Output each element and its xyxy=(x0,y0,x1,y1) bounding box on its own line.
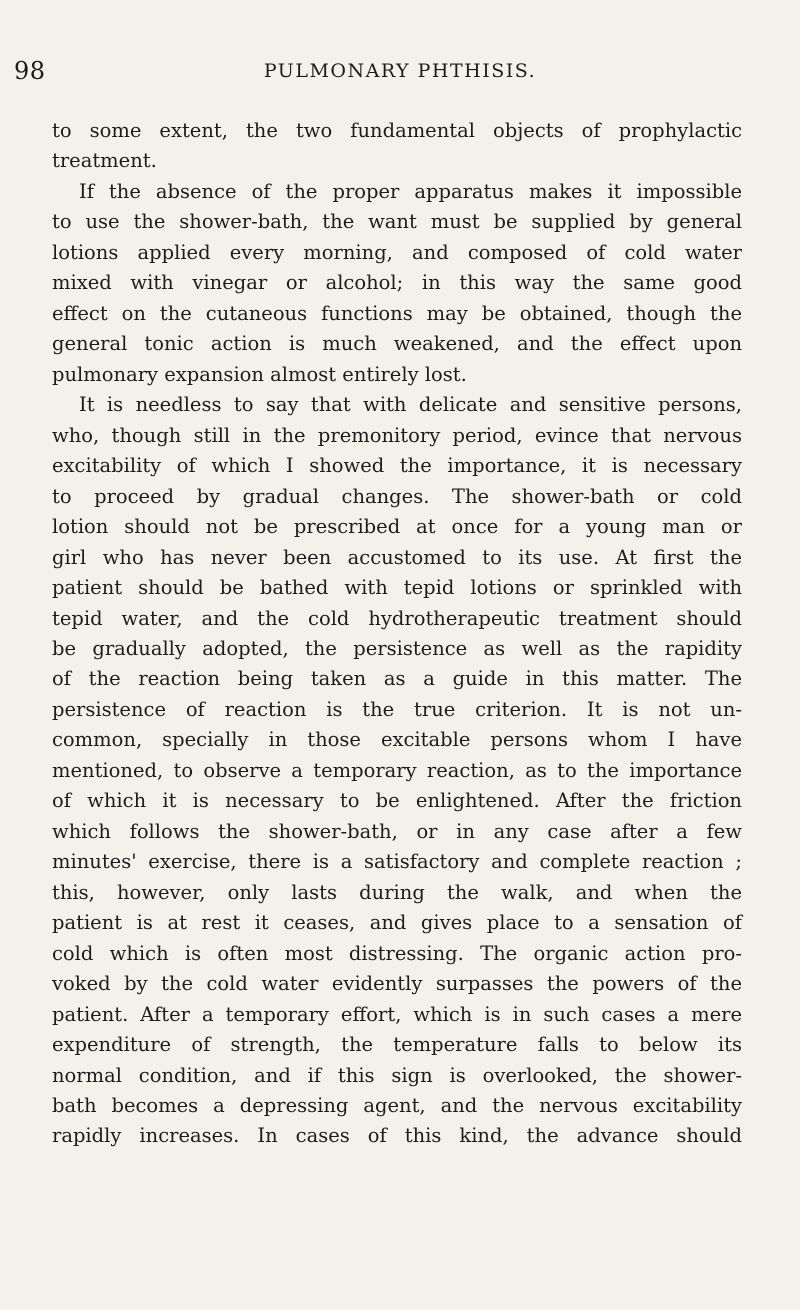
text-line: to some extent, the two fundamental objects of prophylactic xyxy=(52,119,742,142)
text-line: If the absence of the proper apparatus makes it impossible xyxy=(79,179,742,203)
text-line: which follows the shower-bath, or in any case after a few xyxy=(52,819,742,843)
text-line: expenditure of strength, the temperature falls to below its xyxy=(52,1033,742,1057)
text-line: excitability of which I showed the importance, it is necessary xyxy=(52,454,742,478)
text-line: rapidly increases. In cases of this kind, the advance should xyxy=(52,1124,742,1148)
text-line: mixed with vinegar or alcohol; in this way the same good xyxy=(52,271,742,295)
text-line: tepid water, and the cold hydrotherapeutic treatment should xyxy=(52,606,742,630)
running-title: PULMONARY PHTHISIS. xyxy=(263,60,537,82)
text-line: mentioned, to observe a temporary reaction, as to the importance xyxy=(52,758,742,782)
text-line: voked by the cold water evidently surpasses the powers of the xyxy=(52,972,742,996)
text-line: of which it is necessary to be enlightened. After the friction xyxy=(52,789,742,813)
body-text xyxy=(52,116,742,1152)
text-line: lotion should not be prescribed at once for a young man or xyxy=(52,515,742,539)
text-line: persistence of reaction is the true criterion. It is not un- xyxy=(52,697,742,721)
page-number: 98 xyxy=(14,57,46,85)
text-line: bath becomes a depressing agent, and the nervous excitability xyxy=(52,1094,742,1117)
text-line: pulmonary expansion almost entirely lost. xyxy=(52,362,467,386)
text-line: who, though still in the premonitory period, evince that nervous xyxy=(52,423,742,447)
text-line: effect on the cutaneous functions may be obtained, though the xyxy=(52,301,742,325)
text-line: lotions applied every morning, and composed of cold water xyxy=(52,240,742,264)
text-line: this, however, only lasts during the walk, and when the xyxy=(52,880,742,904)
text-line: It is needless to say that with delicate and sensitive persons, xyxy=(79,393,742,417)
text-line: minutes' exercise, there is a satisfactory and complete reaction ; xyxy=(52,850,742,874)
text-line: treatment. xyxy=(52,149,157,173)
text-line: be gradually adopted, the persistence as well as the rapidity xyxy=(52,636,742,660)
text-line: patient. After a temporary effort, which is in such cases a mere xyxy=(52,1002,742,1026)
text-line: common, specially in those excitable persons whom I have xyxy=(52,728,742,752)
text-line: patient should be bathed with tepid lotions or sprinkled with xyxy=(52,576,742,600)
text-line: to use the shower-bath, the want must be supplied by general xyxy=(52,210,742,234)
text-line: cold which is often most distressing. The organic action pro- xyxy=(52,941,742,965)
text-line: patient is at rest it ceases, and gives place to a sensation of xyxy=(52,911,742,935)
text-line: normal condition, and if this sign is overlooked, the shower- xyxy=(52,1063,742,1087)
text-line: girl who has never been accustomed to its use. At first the xyxy=(52,545,742,569)
text-line: general tonic action is much weakened, and the effect upon xyxy=(52,332,742,356)
text-line: to proceed by gradual changes. The shower-bath or cold xyxy=(52,484,742,508)
text-line: of the reaction being taken as a guide in this matter. The xyxy=(52,667,742,691)
